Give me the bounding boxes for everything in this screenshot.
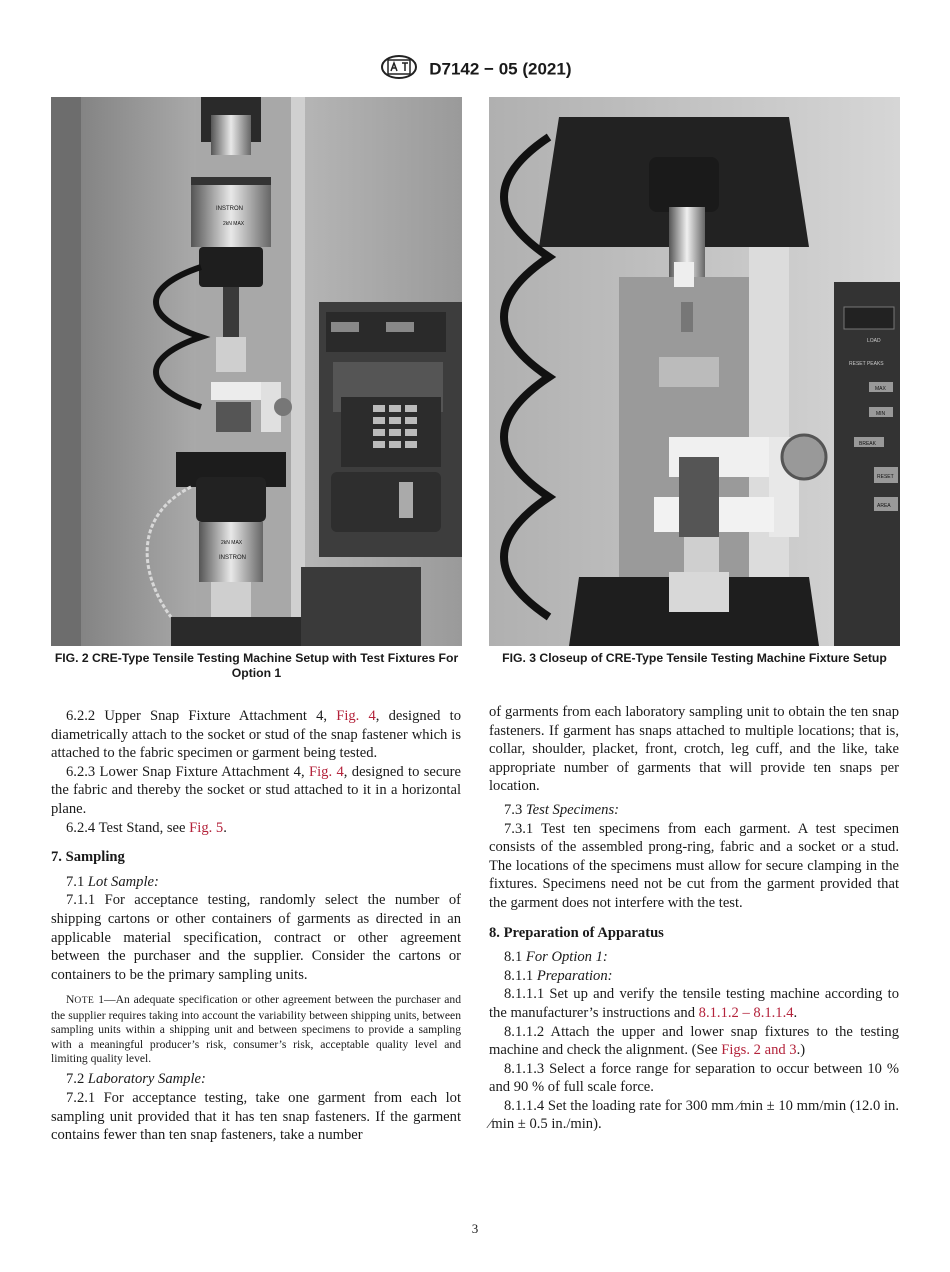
- paragraph-8-1-1-4: 8.1.1.4 Set the loading rate for 300 mm ⁄min ± 10 mm/min (12.0 in. ⁄min ± 0.5 in./min).: [489, 1097, 899, 1133]
- note-1: NOTE 1—An adequate specification or other agreement between the purchaser and the supplier requires taking into account the variability between shipping units, between sampling units within a shipping unit and between specimens to provide a sampling with a meaningful producer’s risk, consumer’s risk, acceptable quality level and limiting quality level.: [51, 993, 462, 1065]
- photo-label: MAX: [875, 386, 886, 392]
- paragraph-8-1-1-3: 8.1.1.3 Select a force range for separation to occur between 10 % and 90 % of full scale force.: [489, 1060, 899, 1096]
- paragraph-8-1-1-2: 8.1.1.2 Attach the upper and lower snap fixtures to the testing machine and check the alignment. (See Figs. 2 and 3.): [489, 1023, 899, 1059]
- fig5-link[interactable]: Fig. 5: [189, 819, 224, 836]
- photo-label: 2kN MAX: [223, 221, 245, 227]
- left-column: [51, 707, 461, 1145]
- photo-label: LOAD: [867, 338, 881, 344]
- fig4-link[interactable]: Fig. 4: [309, 763, 344, 780]
- paragraph-7-2-1-continued: of garments from each laboratory sampling unit to obtain the ten snap fasteners. If garment has snaps attached to multiple locations; that is, collar, shoulder, placket, front, crotch, leg cuff, and the like, take appropriate number of garments that will provide ten snaps per location.: [489, 704, 899, 795]
- paragraph-6-2-2: 6.2.2 Upper Snap Fixture Attachment 4, Fig. 4, designed to diametrically attach to the socket or stud of the snap fastener which is attached to the fabric specimen or garment being tested.: [51, 708, 461, 762]
- page-number: 3: [471, 1221, 479, 1236]
- photo-label: AREA: [877, 503, 891, 509]
- astm-logo-icon: [379, 54, 419, 85]
- paragraph-6-2-4: 6.2.4 Test Stand, see Fig. 5.: [66, 819, 227, 836]
- fig2-photo: [51, 97, 462, 646]
- fig3-photo: [489, 97, 900, 646]
- photo-label: RESET: [877, 474, 894, 480]
- document-designation: D7142 − 05 (2021): [429, 59, 572, 79]
- photo-label: 2kN MAX: [221, 540, 243, 546]
- section-8-1-1-2-link[interactable]: 8.1.1.2 – 8.1.1.4: [698, 1004, 794, 1021]
- paragraph-7-2: 7.2 Laboratory Sample:: [66, 1071, 206, 1088]
- figs-2-and-3-link[interactable]: Figs. 2 and 3: [721, 1042, 797, 1059]
- photo-label: MIN: [876, 411, 886, 417]
- fig2-caption: FIG. 2 CRE-Type Tensile Testing Machine Setup with Test Fixtures For Option 1: [54, 651, 459, 680]
- photo-label: RESET PEAKS: [849, 361, 884, 367]
- section-heading-8: 8. Preparation of Apparatus: [489, 924, 664, 941]
- paragraph-7-3: 7.3 Test Specimens:: [504, 801, 619, 818]
- page-header: [0, 54, 950, 85]
- paragraph-7-2-1: 7.2.1 For acceptance testing, take one garment from each lot sampling unit provided that it has ten snap fasteners. If the garment contains fewer than ten snap fasteners, take a number: [51, 1089, 461, 1144]
- right-column: [489, 703, 899, 1134]
- paragraph-8-1-1: 8.1.1 Preparation:: [504, 967, 613, 984]
- photo-label: INSTRON: [219, 555, 246, 561]
- fig3-caption: FIG. 3 Closeup of CRE-Type Tensile Testing Machine Fixture Setup: [502, 651, 887, 665]
- paragraph-7-3-1: 7.3.1 Test ten specimens from each garment. A test specimen consists of the assembled prong-ring, fabric and a socket or a stud. The locations of the specimens must allow for secure clamping in the fixtures. Specimens need not be cut from the garment provided that the garment does not interfere with the test.: [489, 820, 899, 911]
- photo-label: BREAK: [859, 441, 876, 447]
- paragraph-8-1-1-1: 8.1.1.1 Set up and verify the tensile testing machine according to the manufacturer’s instructions and 8.1.1.2 – 8.1.1.4.: [489, 986, 899, 1021]
- fig4-link[interactable]: Fig. 4: [336, 708, 376, 724]
- paragraph-8-1: 8.1 For Option 1:: [504, 949, 608, 966]
- paragraph-7-1-1: 7.1.1 For acceptance testing, randomly select the number of shipping cartons or other containers of garments as directed in an applicable material specification, contract or other agreement between the purchaser and the supplier. Consider the cartons or containers to be the primary sampling units.: [51, 892, 461, 983]
- section-heading-7: 7. Sampling: [51, 849, 125, 866]
- photo-label: INSTRON: [216, 206, 243, 212]
- paragraph-6-2-3: 6.2.3 Lower Snap Fixture Attachment 4, Fig. 4, designed to secure the fabric and thereby the socket or stud attached to it in a horizontal plane.: [51, 763, 461, 817]
- paragraph-7-1: 7.1 Lot Sample:: [66, 873, 159, 890]
